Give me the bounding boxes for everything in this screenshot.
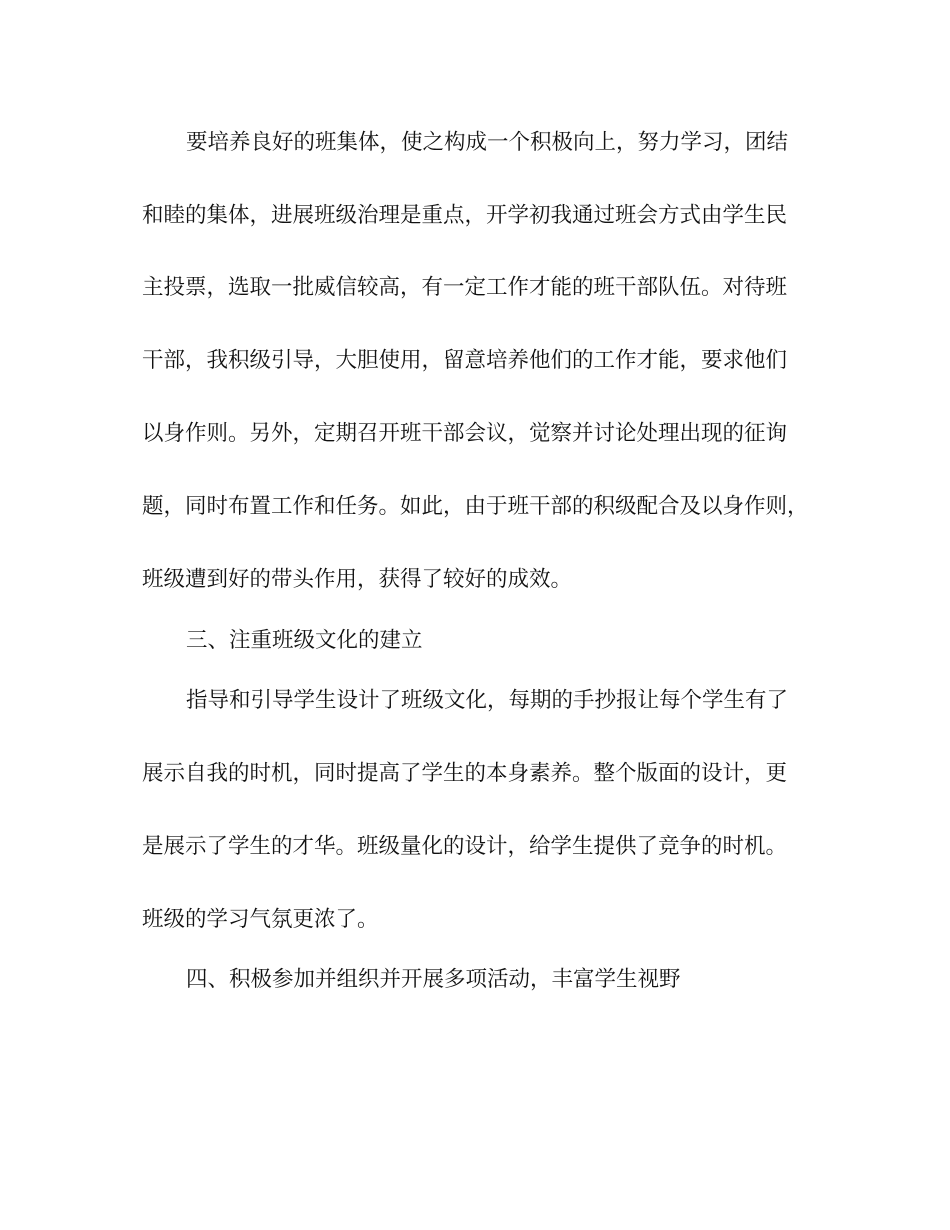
paragraph-line: 题，同时布置工作和任务。如此，由于班干部的积级配合及以身作则， — [142, 494, 809, 519]
section-heading: 四、积极参加并组织并开展多项活动，丰富学生视野 — [186, 967, 681, 992]
paragraph-line: 是展示了学生的才华。班级量化的设计，给学生提供了竞争的时机。 — [142, 834, 788, 859]
paragraph-line: 班级的学习气氛更浓了。 — [142, 907, 379, 932]
paragraph-line: 主投票，选取一批威信较高，有一定工作才能的班干部队伍。对待班 — [142, 275, 788, 300]
paragraph-line: 干部，我积级引导，大胆使用，留意培养他们的工作才能，要求他们 — [142, 348, 788, 373]
section-heading: 三、注重班级文化的建立 — [186, 628, 423, 653]
paragraph-line: 班级遭到好的带头作用，获得了较好的成效。 — [142, 567, 573, 592]
paragraph-line: 和睦的集体，进展班级治理是重点，开学初我通过班会方式由学生民 — [142, 203, 788, 228]
paragraph-line: 要培养良好的班集体，使之构成一个积极向上，努力学习，团结 — [186, 130, 789, 155]
paragraph-line: 展示自我的时机，同时提高了学生的本身素养。整个版面的设计，更 — [142, 761, 788, 786]
paragraph-line: 指导和引导学生设计了班级文化，每期的手抄报让每个学生有了 — [186, 688, 789, 713]
paragraph-line: 以身作则。另外，定期召开班干部会议，觉察并讨论处理出现的征询 — [142, 421, 788, 446]
